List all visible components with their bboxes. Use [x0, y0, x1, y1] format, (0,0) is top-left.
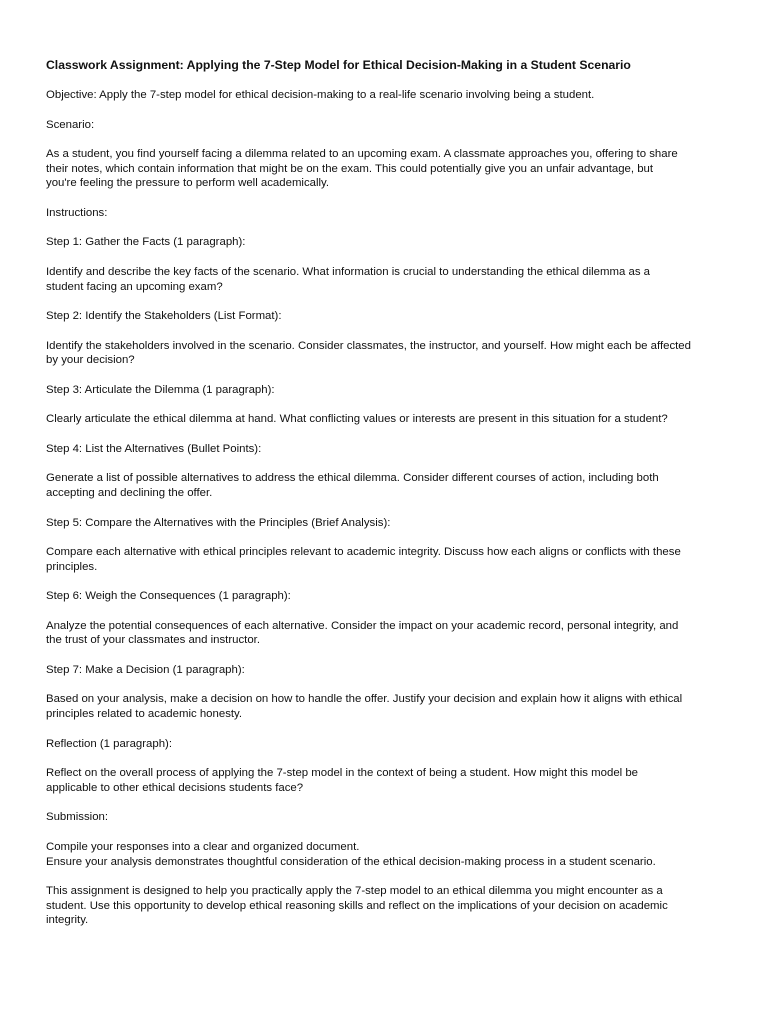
- step-body: [46, 412, 726, 427]
- step-body-line: accepting and declining the offer.: [46, 487, 213, 500]
- scenario-line: As a student, you find yourself facing a dilemma related to an upcoming exam. A classmate approaches you, offering to share: [46, 148, 678, 160]
- step-heading: Step 6: Weigh the Consequences (1 paragraph):: [46, 590, 291, 603]
- step-body-line: Identify and describe the key facts of the scenario. What information is crucial to understanding the ethical dilemma as a: [46, 265, 651, 278]
- scenario-line: you're feeling the pressure to perform well academically.: [46, 177, 330, 190]
- step-body-line: principles.: [46, 560, 98, 573]
- step-heading: Step 3: Articulate the Dilemma (1 paragraph):: [46, 383, 275, 396]
- step-body-line: Clearly articulate the ethical dilemma at hand. What conflicting values or interests are present in this situation for a student?: [46, 413, 668, 426]
- step-body-line: student facing an upcoming exam?: [46, 280, 223, 293]
- step-heading: Step 2: Identify the Stakeholders (List Format):: [46, 310, 282, 323]
- closing-line: integrity.: [46, 914, 89, 927]
- step-body-line: principles related to academic honesty.: [46, 708, 243, 721]
- step-heading: Step 1: Gather the Facts (1 paragraph):: [46, 236, 246, 249]
- document-title: Classwork Assignment: Applying the 7-Step Model for Ethical Decision-Making in a Student Scenario: [46, 58, 631, 72]
- step-heading: Step 4: List the Alternatives (Bullet Points):: [46, 442, 262, 455]
- document-page: [46, 58, 726, 943]
- closing-line: This assignment is designed to help you practically apply the 7-step model to an ethical dilemma you might encounter as a: [46, 885, 663, 898]
- submission-line: Compile your responses into a clear and organized document.: [46, 840, 360, 853]
- objective-text: Objective: Apply the 7-step model for ethical decision-making to a real-life scenario involving being a student.: [46, 89, 595, 101]
- step-body-line: Generate a list of possible alternatives to address the ethical dilemma. Consider different courses of action, including both: [46, 472, 659, 485]
- step-body: [46, 692, 726, 721]
- submission-line: Ensure your analysis demonstrates thoughtful consideration of the ethical decision-making process in a student scenario.: [46, 855, 656, 868]
- scenario-paragraph: [46, 147, 726, 191]
- submission-heading: Submission:: [46, 811, 109, 824]
- scenario-heading: Scenario:: [46, 118, 95, 131]
- step-body-line: Compare each alternative with ethical principles relevant to academic integrity. Discuss how each aligns or conflicts with these: [46, 546, 681, 559]
- step-body: [46, 545, 726, 574]
- step-body: [46, 339, 726, 368]
- step-heading: Step 5: Compare the Alternatives with the Principles (Brief Analysis):: [46, 516, 391, 529]
- step-body-line: Analyze the potential consequences of each alternative. Consider the impact on your academic record, personal integrity, and: [46, 619, 679, 632]
- scenario-line: their notes, which contain information that might be on the exam. This could potentially give you an unfair advantage, but: [46, 162, 654, 175]
- step-body-line: Identify the stakeholders involved in the scenario. Consider classmates, the instructor, and yourself. How might each be affected: [46, 339, 691, 352]
- step-heading: Step 7: Make a Decision (1 paragraph):: [46, 663, 245, 676]
- step-body: [46, 619, 726, 648]
- reflection-line: applicable to other ethical decisions students face?: [46, 781, 304, 794]
- closing-paragraph: [46, 884, 726, 928]
- reflection-line: Reflect on the overall process of applying the 7-step model in the context of being a student. How might this model be: [46, 767, 639, 780]
- step-body: [46, 471, 726, 500]
- step-body: [46, 265, 726, 294]
- closing-line: student. Use this opportunity to develop ethical reasoning skills and reflect on the implications of your decision on academic: [46, 899, 668, 912]
- step-body-line: Based on your analysis, make a decision on how to handle the offer. Justify your decision and explain how it aligns with ethical: [46, 693, 683, 706]
- reflection-body: [46, 766, 726, 795]
- reflection-heading: Reflection (1 paragraph):: [46, 737, 172, 750]
- instructions-heading: Instructions:: [46, 206, 108, 219]
- step-body-line: by your decision?: [46, 354, 135, 367]
- step-body-line: the trust of your classmates and instructor.: [46, 634, 260, 647]
- submission-body: [46, 840, 726, 869]
